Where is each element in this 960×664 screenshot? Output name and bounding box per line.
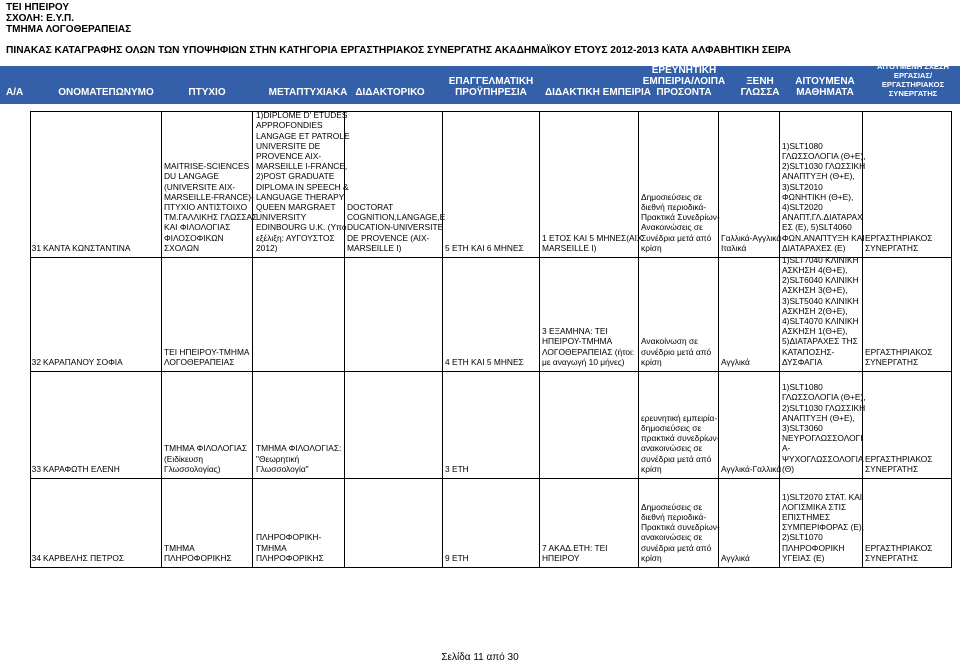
cell-relation: ΕΡΓΑΣΤΗΡΙΑΚΟΣ ΣΥΝΕΡΓΑΤΗΣ bbox=[865, 346, 933, 367]
document-title: ΠΙΝΑΚΑΣ ΚΑΤΑΓΡΑΦΗΣ ΟΛΩΝ ΤΩΝ ΥΠΟΨΗΦΙΩΝ ΣΤΗΝ ΚΑΤΗΓΟΡΙΑ ΕΡΓΑΣΤΗΡΙΑΚΟΣ ΣΥΝΕΡΓΑΤΗΣ ΑΚΑΔΗΜΑΪΚΟΥ ΕΤΟΥΣ 2012-2013 ΚΑΤΑ ΑΛΦΑΒΗΤΙΚΗ ΣΕΙΡΑ bbox=[6, 45, 792, 56]
cell-name: ΚΑΝΤΑ ΚΩΝΣΤΑΝΤΙΝΑ bbox=[43, 242, 131, 253]
cell-name: ΚΑΡΑΠΑΝΟΥ ΣΟΦΙΑ bbox=[43, 356, 123, 367]
col-header-masters: ΜΕΤΑΠΤΥΧΙΑΚΑ bbox=[268, 87, 348, 98]
table-row bbox=[30, 371, 952, 478]
department-name: ΤΜΗΜΑ ΛΟΓΟΘΕΡΑΠΕΙΑΣ bbox=[6, 24, 132, 35]
cell-courses: 1)SLT1080 ΓΛΩΣΣΟΛΟΓΙΑ (Θ+Ε), 2)SLT1030 ΓΛΩΣΣΙΚΗ ΑΝΑΠΤΥΞΗ (Θ+Ε), 3)SLT2010 ΦΩΝΗΤΙΚΗ (Θ+Ε), 4)SLT2020 ΑΝΑΠΤ.ΓΛ.ΔΙΑΤΑΡΑΧ ΕΣ (Ε), 5)SLT4060 ΦΩΝ.ΑΝΑΠΤΥΞΗ ΚΑΙ ΔΙΑΤΑΡΑΧΕΣ (Ε) bbox=[782, 140, 866, 253]
cell-aa: 33 bbox=[31, 463, 41, 474]
col-header-name: ΟΝΟΜΑΤΕΠΩΝΥΜΟ bbox=[58, 87, 154, 98]
cell-courses: 1)SLT2070 ΣΤΑΤ. ΚΑΙ ΛΟΓΙΣΜΙΚΑ ΣΤΙΣ ΕΠΙΣΤΗΜΕΣ ΣΥΜΠΕΡΙΦΟΡΑΣ (Ε), 2)SLT1070 ΠΛΗΡΟΦΟΡΙΚΗ ΥΓΕΙΑΣ (Ε) bbox=[782, 491, 865, 563]
cell-research: Ανακοίνωση σε συνέδριο μετά από κρίση bbox=[641, 336, 712, 367]
page-number: Σελίδα 11 από 30 bbox=[441, 652, 519, 663]
cell-relation: ΕΡΓΑΣΤΗΡΙΑΚΟΣ ΣΥΝΕΡΓΑΤΗΣ bbox=[865, 453, 933, 474]
col-header-experience: ΕΠΑΓΓΕΛΜΑΤΙΚΗ ΠΡΟΫΠΗΡΕΣΙΑ bbox=[448, 76, 534, 98]
cell-name: ΚΑΡΑΦΩΤΗ ΕΛΕΝΗ bbox=[43, 463, 120, 474]
cell-relation: ΕΡΓΑΣΤΗΡΙΑΚΟΣ ΣΥΝΕΡΓΑΤΗΣ bbox=[865, 542, 933, 563]
cell-aa: 32 bbox=[31, 356, 41, 367]
cell-name: ΚΑΡΒΕΛΗΣ ΠΕΤΡΟΣ bbox=[43, 552, 125, 563]
cell-teaching: 1 ΕΤΟΣ ΚΑΙ 5 ΜΗΝΕΣ(AIX MARSEILLE I) bbox=[542, 232, 643, 253]
cell-phd: DOCTORAT COGNITION,LANGAGE,E DUCATION-UNIVERSITE DE PROVENCE (AIX- MARSEILLE I) bbox=[347, 201, 446, 253]
cell-teaching: 7 ΑΚΑΔ.ΕΤΗ: ΤΕΙ ΗΠΕΙΡΟΥ bbox=[542, 542, 608, 563]
col-header-aa: Α/Α bbox=[6, 87, 24, 98]
school-name: ΣΧΟΛΗ: Ε.Υ.Π. bbox=[6, 13, 74, 24]
cell-degree: ΤΜΗΜΑ ΦΙΛΟΛΟΓΙΑΣ (Ειδίκευση Γλωσσολογίας) bbox=[164, 443, 247, 474]
cell-experience: 3 ΕΤΗ bbox=[445, 463, 469, 474]
cell-research: Δημοσιεύσεις σε διεθνή περιοδικά- Πρακτικά Συνεδρίων- Ανακοινώσεις σε Συνέδρια μετά από κρίση bbox=[641, 191, 720, 253]
cell-courses: 1)SLT7040 ΚΛΙΝΙΚΗ ΑΣΚΗΣΗ 4(Θ+Ε), 2)SLT6040 ΚΛΙΝΙΚΗ ΑΣΚΗΣΗ 3(Θ+Ε), 3)SLT5040 ΚΛΙΝΙΚΗ ΑΣΚΗΣΗ 2(Θ+Ε), 4)SLT4070 ΚΛΙΝΙΚΗ ΑΣΚΗΣΗ 1(Θ+Ε), 5)ΔΙΑΤΑΡΑΧΕΣ ΤΗΣ ΚΑΤΑΠΟΣΗΣ- ΔΥΣΦΑΓΙΑ bbox=[782, 254, 859, 367]
col-header-teaching: ΔΙΔΑΚΤΙΚΗ ΕΜΠΕΙΡΙΑ bbox=[544, 87, 652, 98]
col-header-relation: ΑΙΤΟΥΜΕΝΗ ΣΧΕΣΗ ΕΡΓΑΣΙΑΣ/ΕΡΓΑΣΤΗΡΙΑΚΟΣ ΣΥΝΕΡΓΑΤΗΣ bbox=[876, 62, 950, 98]
cell-relation: ΕΡΓΑΣΤΗΡΙΑΚΟΣ ΣΥΝΕΡΓΑΤΗΣ bbox=[865, 232, 933, 253]
table-row bbox=[30, 478, 952, 567]
cell-teaching: 3 ΕΞΑΜΗΝΑ: ΤΕΙ ΗΠΕΙΡΟΥ-ΤΜΗΜΑ ΛΟΓΟΘΕΡΑΠΕΙΑΣ (ήτοι: με αναγωγή 10 μήνες) bbox=[542, 326, 635, 367]
col-header-research: ΕΡΕΥΝΗΤΙΚΗ ΕΜΠΕΙΡΙΑ/ΛΟΙΠΑ ΠΡΟΣΟΝΤΑ bbox=[642, 65, 726, 98]
cell-degree: MAITRISE-SCIENCES DU LANGAGE (UNIVERSITE AIX- MARSEILLE-FRANCE)- ΠΤΥΧΙΟ ΑΝΤΙΣΤΟΙΧΟ ΤΜ.ΓΑΛΛΙΚΗΣ ΓΛΩΣΣΑΣ ΚΑΙ ΦΙΛΟΛΟΓΙΑΣ ΦΙΛΟΣΟΦΙΚΩΝ ΣΧΟΛΩΝ bbox=[164, 161, 258, 253]
col-header-courses: ΑΙΤΟΥΜΕΝΑ ΜΑΘΗΜΑΤΑ bbox=[795, 76, 855, 98]
cell-masters: ΤΜΗΜΑ ΦΙΛΟΛΟΓΙΑΣ: "Θεωρητική Γλωσσολογία" bbox=[256, 443, 342, 474]
cell-aa: 31 bbox=[31, 242, 41, 253]
institution-name: ΤΕΙ ΗΠΕΙΡΟΥ bbox=[6, 2, 70, 13]
table-row bbox=[30, 254, 952, 371]
cell-degree: ΤΜΗΜΑ ΠΛΗΡΟΦΟΡΙΚΗΣ bbox=[164, 542, 232, 563]
cell-masters: ΠΛΗΡΟΦΟΡΙΚΗ- ΤΜΗΜΑ ΠΛΗΡΟΦΟΡΙΚΗΣ bbox=[256, 532, 324, 563]
cell-degree: ΤΕΙ ΗΠΕΙΡΟΥ-ΤΜΗΜΑ ΛΟΓΟΘΕΡΑΠΕΙΑΣ bbox=[164, 346, 250, 367]
candidates-table bbox=[30, 111, 952, 568]
cell-masters: 1)DIPLOME D' ETUDES APPROFONDIES LANGAGE ET PATROLE UNIVERSITE DE PROVENCE AIX- MARSEILLE I-FRANCE, 2)POST GRADUATE DIPLOMA IN SPEECH & LANGUAGE THERAPY, QUEEN MARGRAET UNIVERSITY EDINBOURG U.K. (Υπό εξέλιξη: ΑΥΓΟΥΣΤΟΣ 2012) bbox=[256, 110, 350, 253]
cell-experience: 5 ΕΤΗ ΚΑΙ 6 ΜΗΝΕΣ bbox=[445, 242, 524, 253]
cell-language: Αγγλικά-Γαλλικά bbox=[721, 463, 782, 474]
cell-aa: 34 bbox=[31, 552, 41, 563]
cell-experience: 9 ΕΤΗ bbox=[445, 552, 469, 563]
cell-language: Αγγλικά bbox=[721, 356, 750, 367]
cell-experience: 4 ΕΤΗ ΚΑΙ 5 ΜΗΝΕΣ bbox=[445, 356, 524, 367]
cell-language: Γαλλικά-Αγγλικά- Ιταλικά bbox=[721, 232, 784, 253]
cell-research: ερευνητική εμπειρία- δημοσιεύσεις σε πρακτικά συνεδρίων- ανακοινώσεις σε συνέδρια μετά από κρίση bbox=[641, 412, 720, 474]
table-row bbox=[30, 111, 952, 257]
col-header-language: ΞΕΝΗ ΓΛΩΣΣΑ bbox=[740, 76, 780, 98]
cell-language: Αγγλικά bbox=[721, 552, 750, 563]
col-header-phd: ΔΙΔΑΚΤΟΡΙΚΟ bbox=[355, 87, 425, 98]
col-header-degree: ΠΤΥΧΙΟ bbox=[188, 87, 226, 98]
cell-research: Δημοσιεύσεις σε διεθνή περιοδικά- Πρακτικά συνεδρίων- ανακοινώσεις σε συνέδρια μετά από κρίση bbox=[641, 501, 720, 563]
cell-courses: 1)SLT1080 ΓΛΩΣΣΟΛΟΓΙΑ (Θ+Ε), 2)SLT1030 ΓΛΩΣΣΙΚΗ ΑΝΑΠΤΥΞΗ (Θ+Ε), 3)SLT3060 ΝΕΥΡΟΓΛΩΣΣΟΛΟΓΙ Α- ΨΥΧΟΓΛΩΣΣΟΛΟΓΙΑ (Θ) bbox=[782, 382, 866, 474]
